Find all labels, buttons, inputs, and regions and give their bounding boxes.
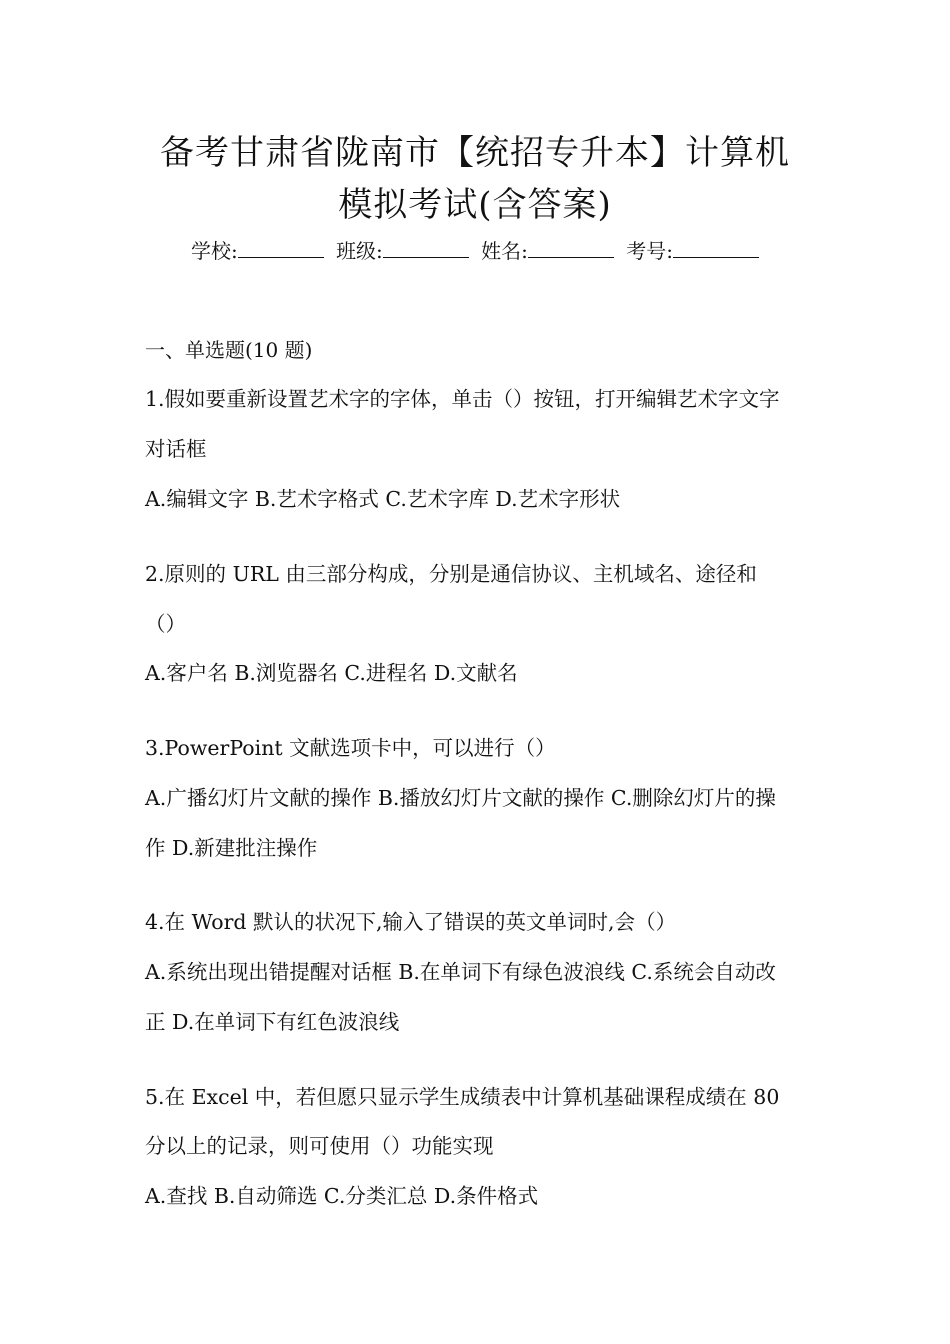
exam-number-label: 考号: xyxy=(626,239,674,263)
question-4-options-line-1: A.系统出现出错提醒对话框 B.在单词下有绿色波浪线 C.系统会自动改 xyxy=(145,960,776,984)
question-4-stem-line-1: 4.在 Word 默认的状况下,输入了错误的英文单词时,会（） xyxy=(145,910,677,934)
school-blank xyxy=(238,239,324,258)
school-label: 学校: xyxy=(190,239,238,263)
exam-number-blank xyxy=(673,239,759,258)
question-5-stem-line-1: 5.在 Excel 中，若但愿只显示学生成绩表中计算机基础课程成绩在 80 xyxy=(145,1085,780,1109)
document-title-line-1: 备考甘肃省陇南市【统招专升本】计算机 xyxy=(160,133,790,173)
class-blank xyxy=(383,239,469,258)
school-field xyxy=(191,239,324,263)
name-field xyxy=(481,239,614,263)
student-info-row xyxy=(100,236,850,266)
document-title-line-2: 模拟考试(含答案) xyxy=(338,185,612,225)
question-5-stem-line-2: 分以上的记录，则可使用（）功能实现 xyxy=(145,1134,494,1158)
question-1-stem-line-2: 对话框 xyxy=(145,437,207,461)
question-3-options-line-1: A.广播幻灯片文献的操作 B.播放幻灯片文献的操作 C.删除幻灯片的操 xyxy=(145,786,776,810)
question-4-options-line-2: 正 D.在单词下有红色波浪线 xyxy=(145,1010,400,1034)
question-1-stem-line-1: 1.假如要重新设置艺术字的字体，单击（）按钮，打开编辑艺术字文字 xyxy=(145,387,780,411)
question-2-stem-line-2: （） xyxy=(145,612,186,636)
question-2-options: A.客户名 B.浏览器名 C.进程名 D.文献名 xyxy=(145,661,518,685)
name-blank xyxy=(528,239,614,258)
class-label: 班级: xyxy=(336,239,383,263)
question-2-stem-line-1: 2.原则的 URL 由三部分构成，分别是通信协议、主机域名、途径和 xyxy=(145,562,757,586)
question-3-options-line-2: 作 D.新建批注操作 xyxy=(145,836,318,860)
section-heading: 一、单选题(10 题) xyxy=(145,338,313,362)
exam-number-field xyxy=(626,239,759,263)
question-1-options: A.编辑文字 B.艺术字格式 C.艺术字库 D.艺术字形状 xyxy=(145,487,621,511)
question-3-stem-line-1: 3.PowerPoint 文献选项卡中，可以进行（） xyxy=(145,736,556,760)
class-field xyxy=(336,239,469,263)
question-5-options: A.查找 B.自动筛选 C.分类汇总 D.条件格式 xyxy=(145,1184,539,1208)
name-label: 姓名: xyxy=(481,239,528,263)
